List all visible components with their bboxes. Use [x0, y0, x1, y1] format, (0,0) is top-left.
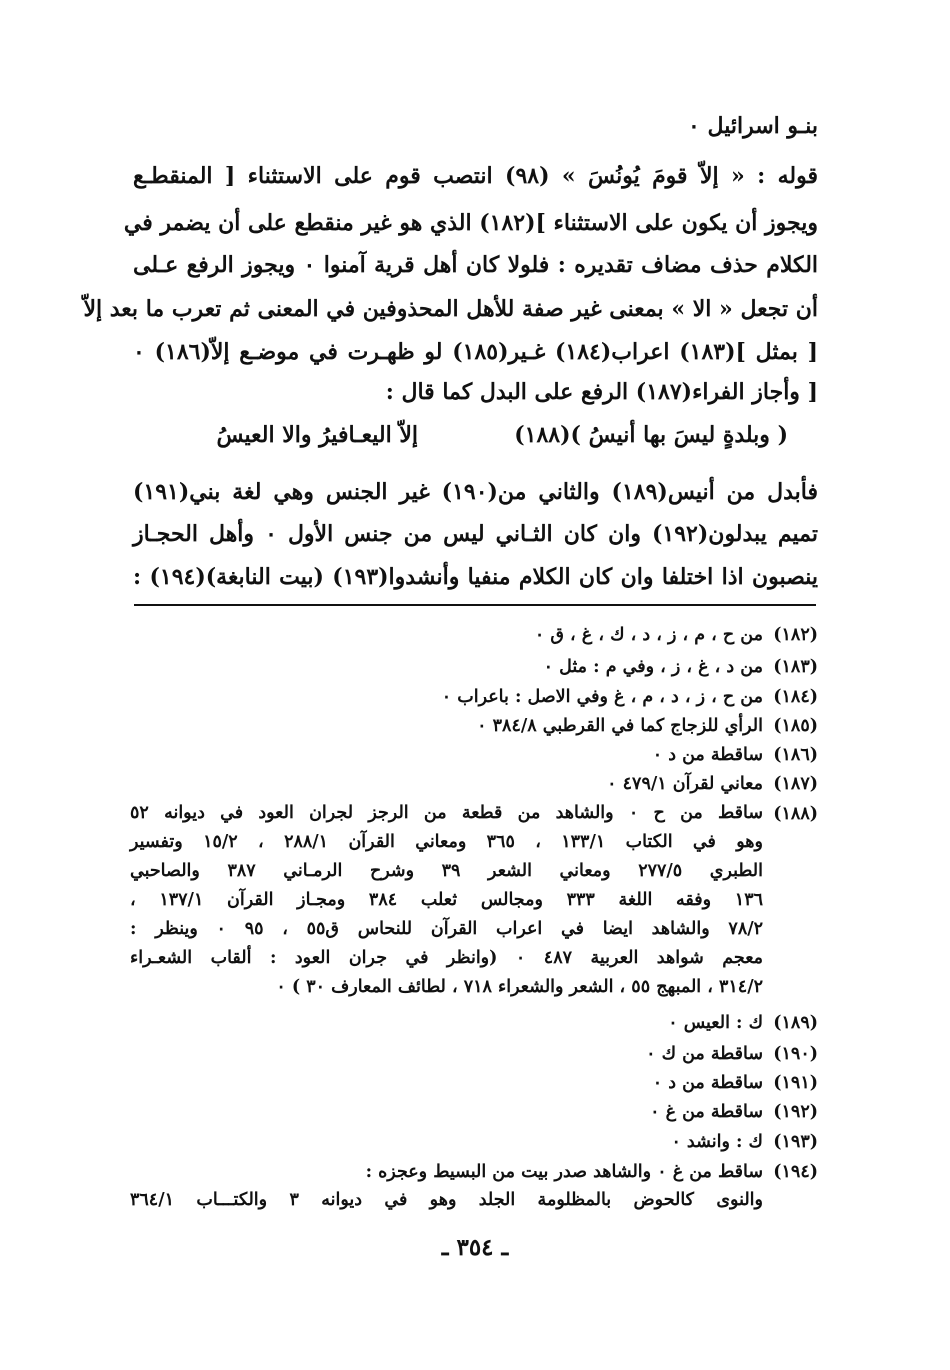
body-line: تميم يبدلون(١٩٢) وان كان الثـاني ليس من جنس الأول ٠ وأهل الحجـاز [133, 521, 818, 547]
footnote-number: (١٨٧) [773, 774, 818, 794]
footnote-continuation: وهو في الكتاب ١٣٣/١ ، ٣٦٥ ومعاني القرآن ٢٨٨/١ ، ١٥/٢ وتفسير [130, 832, 763, 852]
footnote-number: (١٩٠) [773, 1044, 818, 1064]
footnote-text: ساقطة من غ ٠ [650, 1102, 763, 1122]
footnote-continuation: ٧٨/٢ والشاهد ايضا في اعراب القرآن للنحاس ق٥٥ ، ٩٥ ٠ وينظر : [130, 919, 764, 939]
footnote-number: (١٩٢) [773, 1102, 818, 1122]
footnote-text: من ح ، ز ، د ، م ، غ وفي الاصل : باعراب ٠ [441, 687, 763, 707]
footnote-number: (١٨٥) [773, 716, 818, 736]
footnote-number: (١٨٨) [773, 804, 818, 824]
footnote-number: (١٩١) [773, 1073, 818, 1093]
footnote-text: معاني لقرآن ٤٧٩/١ ٠ [607, 774, 763, 794]
footnote-number: (١٨٤) [773, 687, 818, 707]
footnote-continuation: الطبري ٢٧٧/٥ ومعاني الشعر ٣٩ وشرح الرمـاني ٣٨٧ والصاحبي [130, 861, 763, 881]
footnote-continuation: ٣١٤/٢ ، المبهج ٥٥ ، الشعر والشعراء ٧١٨ ، لطائف المعارف ٣٠ ) ٠ [276, 977, 763, 997]
footnote-number: (١٨٣) [773, 657, 818, 677]
running-header: بنـو اسرائيل ٠ [688, 113, 818, 139]
footnote-number: (١٨٦) [773, 745, 818, 765]
body-line: الكلام حذف مضاف تقديره : فلولا كان أهل قرية آمنوا ٠ ويجوز الرفع عـلى [133, 252, 819, 278]
footnote-text: ساقطة من د ٠ [652, 745, 763, 765]
verse-second-hemistich: إلاّ اليعـافيرُ والا العيسُ [216, 422, 418, 448]
page-number: ـ ٣٥٤ ـ [441, 1234, 509, 1261]
footnote-text: الرأي للزجاج كما في القرطبي ٣٨٤/٨ ٠ [477, 716, 763, 736]
footnote-number: (١٨٩) [773, 1013, 818, 1033]
body-line: فأبدل من أنيس(١٨٩) والثاني من(١٩٠) غير الجنس وهي لغة بني(١٩١) [133, 479, 818, 505]
verse-first-hemistich: ( وبلدةٍ ليسَ بها أنيسُ )(١٨٨) [514, 422, 788, 448]
footnote-text: ك : وانشد ٠ [671, 1132, 763, 1152]
body-line: قوله : « إلاّ قومَ يُونُسَ » (٩٨) انتصب قوم على الاستثناء [ المنقطـع [133, 163, 818, 189]
footnote-separator [134, 604, 816, 606]
body-line: ينصبون اذا اختلفا وان كان الكلام منفيا وأنشدوا(١٩٣) (بيت النابغة)(١٩٤) : [133, 564, 818, 590]
footnote-number: (١٩٣) [773, 1132, 818, 1152]
footnote-text: من د ، غ ، ز ، وفي م : مثل ٠ [543, 657, 763, 677]
footnote-text: ك : العيس ٠ [668, 1013, 763, 1033]
footnote-continuation: معجم شواهد العربية ٤٨٧ ٠ (وانظر في جران العود : ألقاب الشعـراء [130, 948, 764, 968]
body-line: أن تجعل « الا » بمعنى غير صفة للأهل المحذوفين في المعنى ثم تعرب ما بعد إلاّ [83, 296, 818, 322]
footnote-continuation: ١٣٦ وفقه اللغة ٣٣٣ ومجالس ثعلب ٣٨٤ ومجـاز القرآن ١٣٧/١ ، [130, 890, 763, 910]
footnote-text: ساقطة من ك ٠ [646, 1044, 763, 1064]
footnote-text: من ح ، م ، ز ، د ، ك ، غ ، ق ٠ [534, 625, 763, 645]
footnote-number: (١٩٤) [773, 1162, 818, 1182]
body-line: ويجوز أن يكون على الاستثناء ](١٨٢) الذي هو غير منقطع على أن يضمر في [123, 210, 818, 236]
footnote-text: ساقطة من د ٠ [652, 1073, 763, 1093]
footnote-text: ساقط من غ ٠ والشاهد صدر بيت من البسيط وعجزه : [365, 1162, 763, 1182]
body-line: [ بمثل ](١٨٣) اعراب(١٨٤) غـير(١٨٥) لو ظهـرت في موضـع إلاّ(١٨٦) ٠ [133, 339, 818, 365]
footnote-number: (١٨٢) [773, 625, 818, 645]
footnote-continuation: والنوى كالحوض بالمظلومة الجلد وهو في ديوانه ٣ والكتـــاب ٣٦٤/١ [130, 1190, 763, 1210]
verse [133, 422, 818, 456]
footnote-text: ساقط من ح ٠ والشاهد من قطعة من الرجز لجران العود في ديوانه ٥٢ [130, 803, 763, 823]
body-line: [ وأجاز الفراء(١٨٧) الرفع على البدل كما قال : [385, 379, 818, 405]
